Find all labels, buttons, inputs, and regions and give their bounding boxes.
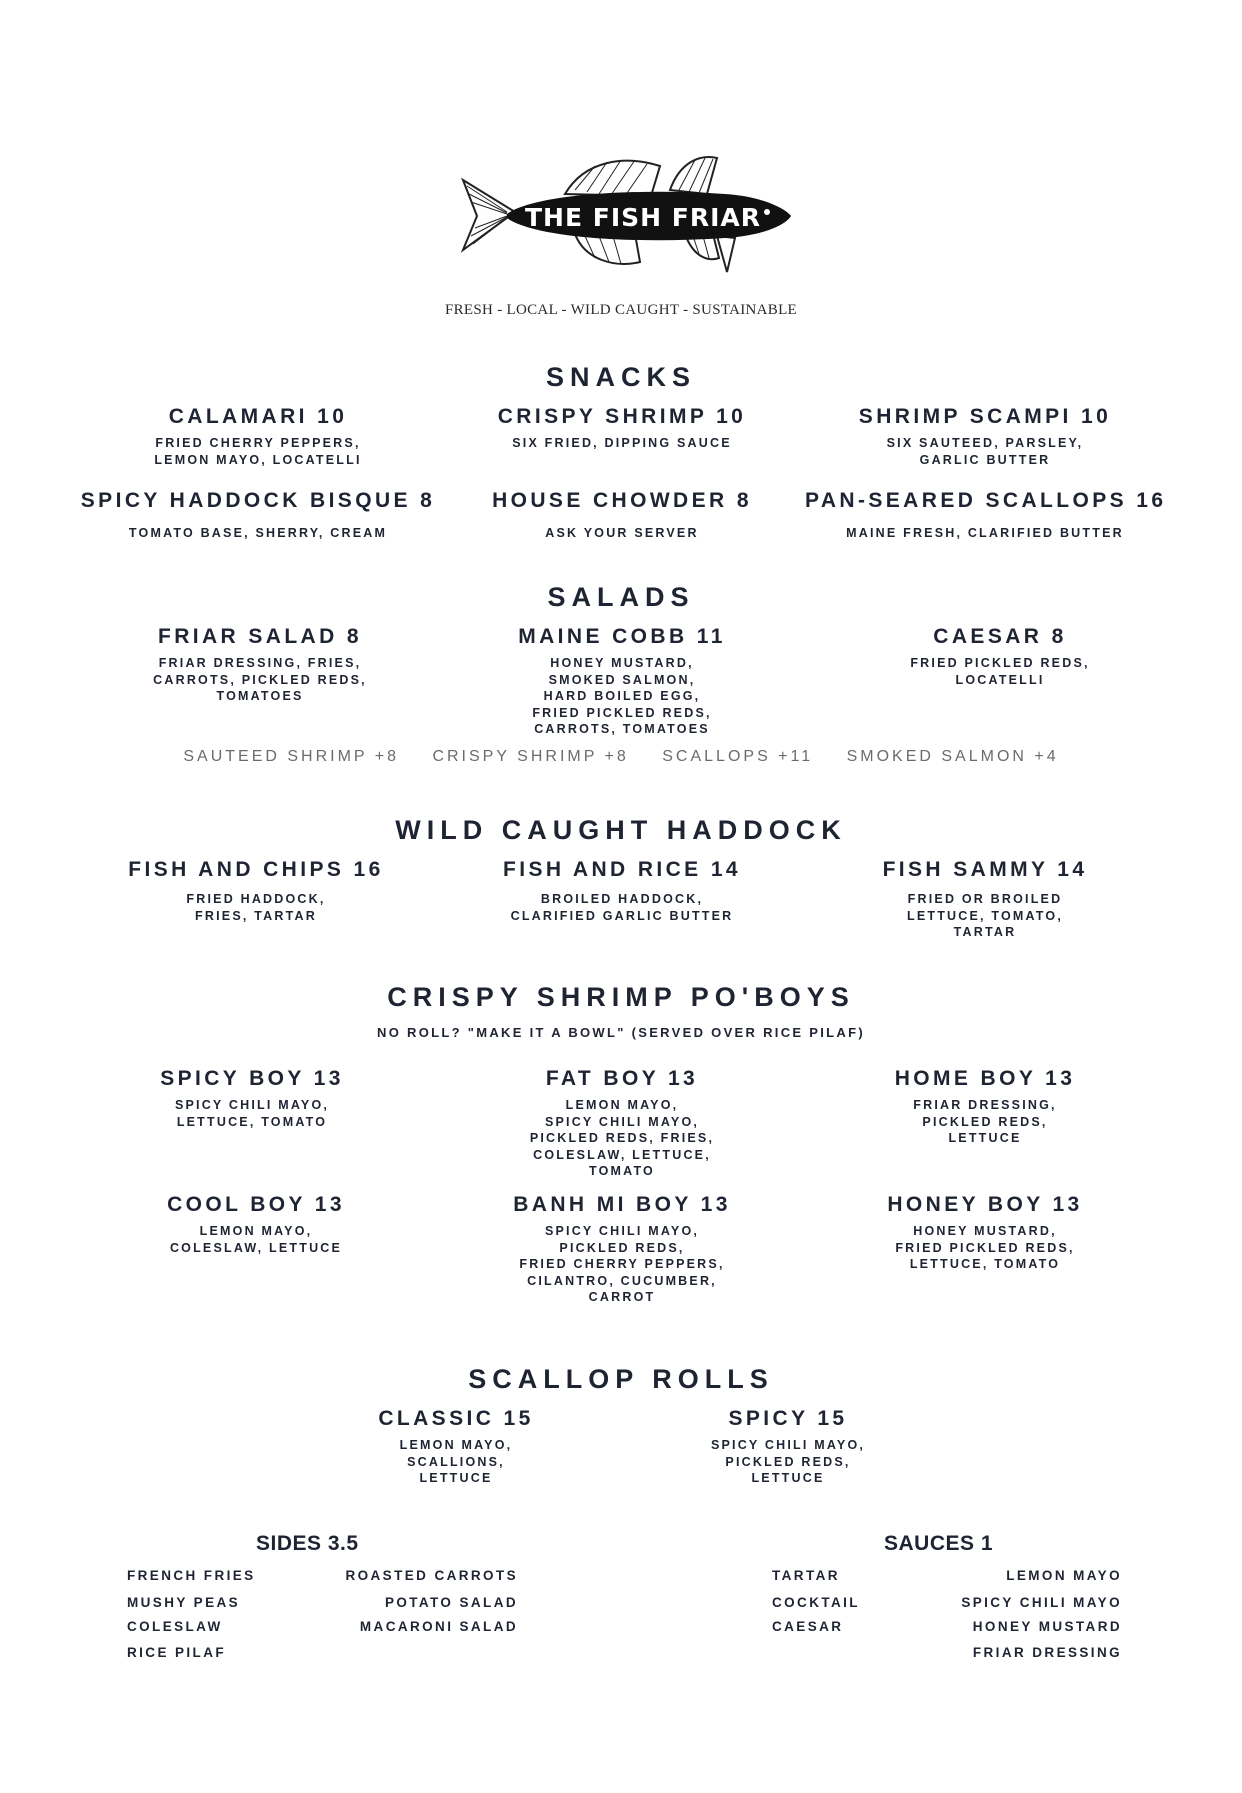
item-description: FRIAR DRESSING, PICKLED REDS, LETTUCE (913, 1098, 1057, 1145)
item-name: FAT BOY 13 (545, 1067, 699, 1090)
menu-item (72, 1066, 432, 1130)
addon-item: SMOKED SALMON +4 (846, 748, 1059, 765)
menu-item (78, 404, 438, 468)
item-name: CAESAR 8 (933, 625, 1067, 648)
item-description: SIX SAUTEED, PARSLEY, GARLIC BUTTER (886, 436, 1084, 467)
item-name: HOUSE CHOWDER 8 (492, 489, 752, 512)
item-description: FRIED OR BROILED LETTUCE, TOMATO, TARTAR (906, 892, 1064, 939)
menu-item (805, 1066, 1165, 1147)
section-title-haddock: WILD CAUGHT HADDOCK (395, 815, 847, 845)
item-description: LEMON MAYO, COLESLAW, LETTUCE (169, 1224, 343, 1255)
item-name: FISH SAMMY 14 (882, 858, 1088, 881)
menu-item (820, 624, 1180, 688)
side-item: RICE PILAF (127, 1645, 227, 1660)
item-name: FISH AND CHIPS 16 (128, 858, 384, 881)
section-title-scallop-rolls: SCALLOP ROLLS (468, 1364, 774, 1394)
poboys-note: NO ROLL? "MAKE IT A BOWL" (SERVED OVER RICE PILAF) (377, 1025, 865, 1040)
menu-item (805, 857, 1165, 941)
fish-friar-logo (455, 150, 795, 290)
item-name: COOL BOY 13 (167, 1193, 345, 1216)
menu-item (805, 404, 1165, 468)
item-description: FRIED CHERRY PEPPERS, LEMON MAYO, LOCATELLI (154, 436, 362, 467)
item-name: SPICY 15 (728, 1407, 848, 1430)
menu-item (442, 1066, 802, 1180)
section-title-salads: SALADS (547, 582, 695, 612)
side-item: MACARONI SALAD (359, 1619, 518, 1634)
salad-addons (0, 748, 1242, 766)
item-name: MAINE COBB 11 (518, 625, 726, 648)
item-description: LEMON MAYO, SPICY CHILI MAYO, PICKLED REDS, FRIES, COLESLAW, LETTUCE, TOMATO (529, 1098, 715, 1178)
item-name: SPICY HADDOCK BISQUE 8 (80, 489, 436, 512)
item-description: FRIED HADDOCK, FRIES, TARTAR (186, 892, 326, 923)
sauce-item: TARTAR (772, 1568, 840, 1583)
item-name: CLASSIC 15 (378, 1407, 534, 1430)
item-name: SHRIMP SCAMPI 10 (858, 405, 1112, 428)
menu-item (76, 857, 436, 924)
item-description: FRIED PICKLED REDS, LOCATELLI (910, 656, 1090, 687)
menu-item (442, 488, 802, 542)
item-name: BANH MI BOY 13 (513, 1193, 731, 1216)
menu-item (442, 857, 802, 924)
item-description: HONEY MUSTARD, FRIED PICKLED REDS, LETTUCE, TOMATO (895, 1224, 1075, 1271)
menu-item (805, 488, 1165, 542)
side-item: FRENCH FRIES (127, 1568, 256, 1583)
menu-item (442, 624, 802, 738)
item-name: HOME BOY 13 (894, 1067, 1076, 1090)
sauce-item: SPICY CHILI MAYO (961, 1595, 1122, 1610)
svg-text:THE FISH FRIAR: THE FISH FRIAR (525, 203, 761, 232)
item-description: HONEY MUSTARD, SMOKED SALMON, HARD BOILED EGG, FRIED PICKLED REDS, CARROTS, TOMATOES (532, 656, 712, 736)
side-item: ROASTED CARROTS (345, 1568, 518, 1583)
item-name: PAN-SEARED SCALLOPS 16 (805, 489, 1167, 512)
item-name: SPICY BOY 13 (160, 1067, 344, 1090)
addon-item: SCALLOPS +11 (662, 748, 814, 765)
item-name: FISH AND RICE 14 (503, 858, 741, 881)
item-description: SPICY CHILI MAYO, PICKLED REDS, FRIED CHERRY PEPPERS, CILANTRO, CUCUMBER, CARROT (519, 1224, 725, 1304)
addon-item: SAUTEED SHRIMP +8 (183, 748, 399, 765)
item-description: SIX FRIED, DIPPING SAUCE (512, 436, 732, 450)
sauce-item: COCKTAIL (772, 1595, 860, 1610)
menu-item (76, 1192, 436, 1256)
sauces-title: SAUCES 1 (884, 1532, 994, 1555)
menu-item (276, 1406, 636, 1487)
side-item: COLESLAW (127, 1619, 223, 1634)
side-item: POTATO SALAD (384, 1595, 518, 1610)
sauce-item: HONEY MUSTARD (972, 1619, 1122, 1634)
item-description: SPICY CHILI MAYO, LETTUCE, TOMATO (174, 1098, 330, 1129)
item-description: FRIAR DRESSING, FRIES, CARROTS, PICKLED REDS, TOMATOES (153, 656, 367, 703)
sides-title: SIDES 3.5 (256, 1532, 359, 1555)
menu-item (442, 1192, 802, 1306)
tagline: FRESH - LOCAL - WILD CAUGHT - SUSTAINABLE (444, 302, 798, 318)
sauce-item: LEMON MAYO (1006, 1568, 1122, 1583)
menu-item (80, 624, 440, 705)
side-item: MUSHY PEAS (127, 1595, 241, 1610)
item-name: CRISPY SHRIMP 10 (497, 405, 747, 428)
item-description: ASK YOUR SERVER (545, 526, 699, 540)
addon-item: CRISPY SHRIMP +8 (432, 748, 629, 765)
menu-item (805, 1192, 1165, 1273)
sauce-item: CAESAR (772, 1619, 844, 1634)
item-description: MAINE FRESH, CLARIFIED BUTTER (846, 526, 1124, 540)
menu-item (608, 1406, 968, 1487)
section-title-snacks: SNACKS (545, 362, 696, 392)
item-description: TOMATO BASE, SHERRY, CREAM (128, 526, 388, 540)
item-description: SPICY CHILI MAYO, PICKLED REDS, LETTUCE (710, 1438, 866, 1485)
section-title-poboys: CRISPY SHRIMP PO'BOYS (387, 982, 855, 1012)
item-name: CALAMARI 10 (168, 405, 348, 428)
sauce-item: FRIAR DRESSING (972, 1645, 1122, 1660)
item-name: FRIAR SALAD 8 (157, 625, 363, 648)
menu-item (78, 488, 438, 542)
item-description: BROILED HADDOCK, CLARIFIED GARLIC BUTTER (510, 892, 734, 923)
item-name: HONEY BOY 13 (887, 1193, 1083, 1216)
menu-item (442, 404, 802, 452)
item-description: LEMON MAYO, SCALLIONS, LETTUCE (399, 1438, 513, 1485)
